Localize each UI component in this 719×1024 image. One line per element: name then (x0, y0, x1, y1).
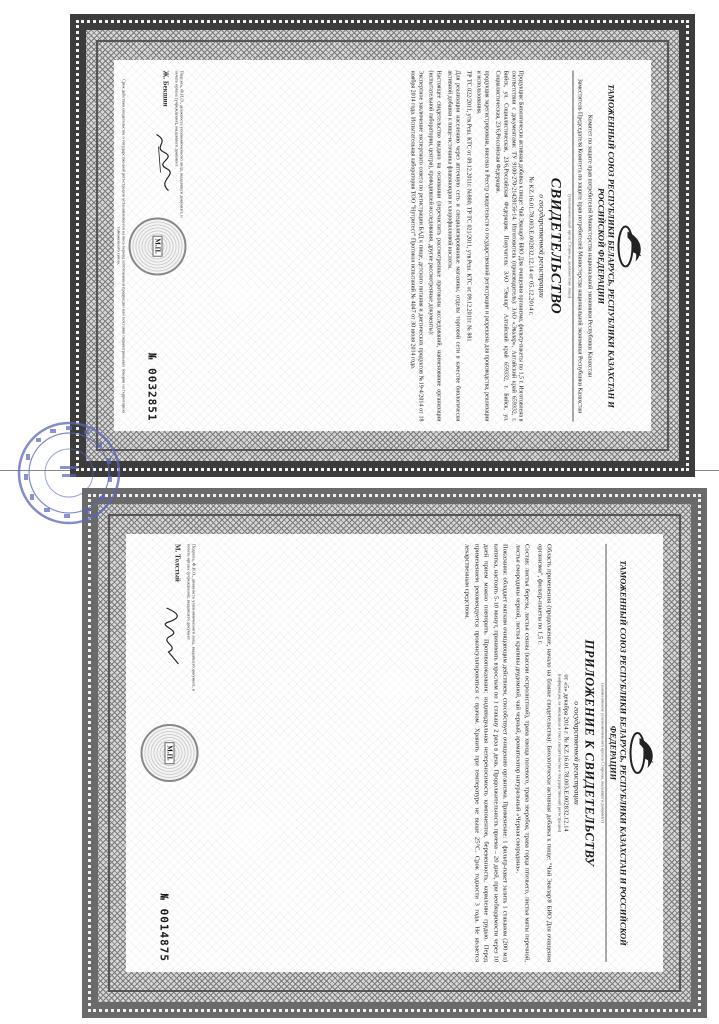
handwritten-signature-icon (162, 606, 184, 666)
body-paragraph: Настоящее свидетельство выдано на основании (перечислить рассмотренные протоколы исследований, наименование организации (испытательной лаборатории, центра), проводившей исследования, другие рассмотренные документы): (427, 70, 442, 421)
registration-number: № KZ.16.01.78.003.Е.002832.12.14 от 05.12.2014 г. (527, 176, 535, 315)
certificate-content (114, 60, 651, 431)
customs-union-logo-icon (615, 223, 645, 269)
body-paragraph: Показания: обладает мягким очищающим действием, способствует очищению организма. Применение: 1 фильтр-пакет залить 1 стаканом (200 мл) кипятка, настоять 5-10 минут, принимать взрослым по 1 стакану 2 раза в день. Продолжительность приема – 20 дней, при необходимости через 10 дней прием можно повторить. Противопоказания: индивидуальная непереносимость компонентов, беременность, кормление грудью. Перед применением рекомендуется проконсультироваться с врачом. Хранить при температуре не выше 25°С. Срок годности 3 года. Не является лекарственным средством. (463, 544, 509, 962)
certificate-footer (116, 70, 186, 421)
body-paragraph: Продукция: Биологически активная добавка к пище: Чай Эвалар® БИО Для очищения организма, фильтр-пакеты по 1,5 г. Изготовлена в соответствии с документами: ТУ 9100-270-21428156-14. Изготовитель (производитель): ЗАО «Эвалар», Алтайский край 659332, г. Бийск, ул. Социалистическая, 23/6,Российская Федерация. Получатель: ЗАО "Эвалар" Алтайский край 659332, г. Бийск, ул. Социалистическая, 23/6,Российская Федерация. (494, 70, 524, 421)
appendix-paper (126, 534, 663, 972)
issuing-agency-deputy: Заместитель Председателя Комитета по защите прав потребителей Министерства национальной экономики Республики Казахстан (575, 78, 582, 413)
agency-caption: (уполномоченный орган Стороны, должностное лицо) (567, 70, 573, 421)
appendix-body (462, 544, 554, 962)
appendix-title: ПРИЛОЖЕНИЕ К СВИДЕТЕЛЬСТВУ (582, 639, 597, 867)
certificate-header: ТАМОЖЕННЫЙ СОЮЗ РЕСПУБЛИКИ БЕЛАРУСЬ, РЕСПУБЛИКИ КАЗАХСТАН И РОССИЙСКОЙ ФЕДЕРАЦИИ (596, 83, 616, 408)
handwritten-signature-icon (150, 132, 172, 192)
body-paragraph: Область применения (продолжение, начало на бланке свидетельства): Биологически активная добавка к пище: "Чай Эвалар® БИО Для очищения организма", фильтр-пакеты по 1,5 г. (535, 544, 553, 962)
appendix-subtitle: о государственной регистрации (572, 701, 582, 805)
signer-name: М. Толстый (173, 544, 182, 582)
certificate-title: СВИДЕТЕЛЬСТВО (547, 177, 564, 314)
appendix-header: ТАМОЖЕННЫЙ СОЮЗ РЕСПУБЛИКИ БЕЛАРУСЬ, РЕСПУБЛИКИ КАЗАХСТАН И РОССИЙСКОЙ ФЕДЕРАЦИИ (608, 560, 628, 946)
appendix-footer (132, 544, 198, 962)
appendix-date-line: от «5» декабря 2014 г. № KZ.16.01.78.003.Е.002832.12.14 (562, 674, 570, 832)
agency-caption: (наименование уполномоченного органа Стороны, выдавшего документ) (600, 544, 606, 962)
body-paragraph: Состав: листья березы, листья сенны (кассии остролистной), трава хвоща полевого, трава зверобоя, трава горца птичьего, листья мяты перечной, листья смородины черной, листья крапивы двудомной, чай черный, ароматизатор натуральный «Черная смородина». (513, 544, 531, 962)
official-seal (128, 217, 186, 275)
issuing-agency: Комитет по защите прав потребителей Министерства национальной экономики Республики Казахстан (586, 114, 593, 377)
appendix-content (126, 534, 663, 972)
signer-name: Ж. Бекшин (161, 70, 170, 107)
appendix-sheet (82, 488, 707, 1018)
certificate-subtitle: о государственной регистрации (537, 193, 547, 298)
official-seal (140, 724, 198, 782)
customs-union-logo-icon (627, 730, 657, 776)
signer-caption: Подпись, Ф.И.О., должность уполномоченного лица, выдавшего документ, и печать органа (учреждения), выдавшего документ (173, 70, 184, 218)
mp-label: М.П. (152, 235, 162, 257)
date-caption: (информация, не вошедшая в текст свидетельства о государственной регистрации) (557, 673, 563, 833)
body-paragraph: продукция зарегистрирована, внесена в Реестр свидетельств о государственной регистрации и разрешена для производства, реализации и использования. (475, 70, 490, 421)
blue-ink-stamp-icon (14, 418, 124, 528)
certificate-paper (114, 60, 651, 431)
validity-note: Срок действия свидетельства о государственной регистрации устанавливается на весь период изготовления продукции или поставок подконтрольных товаров на территорию таможенного союза. (116, 78, 126, 413)
mp-label: М.П. (164, 742, 174, 764)
certificate-sheet (70, 14, 695, 477)
serial-number: № 0014875 (157, 893, 170, 962)
body-paragraph: Экспертное заключение экспертного совета по регистрации БАД к пище, детского питания и диетических продуктов №19-4/2014 от 18 ноября 2014 года. Испытательная лаборатория ТОО "Нутритест" Протокол испытаний № 4047 от 30 июля 2014 года. (408, 70, 423, 421)
body-paragraph: ТР ТС 022/2011, утв.Реш. КТС от 09.12.2011г. №880; ТР ТС 021/2011, утв.Реш. КТС от 09.12.2011г. № 881 (464, 70, 471, 341)
signer-caption: Подпись, Ф.И.О., должность уполномоченного лица, выдавшего документ, и печать органа (учреждения), выдавшего документ (185, 544, 196, 692)
certificate-body (407, 70, 523, 421)
body-paragraph: Для реализации населению через аптечную сеть и специализированные магазины, отделы торговой сети в качестве биологически активной добавки к пище-источника флавоноидов и хлорофилловой кислоты. (446, 70, 460, 421)
serial-number: № 0032851 (145, 352, 158, 421)
